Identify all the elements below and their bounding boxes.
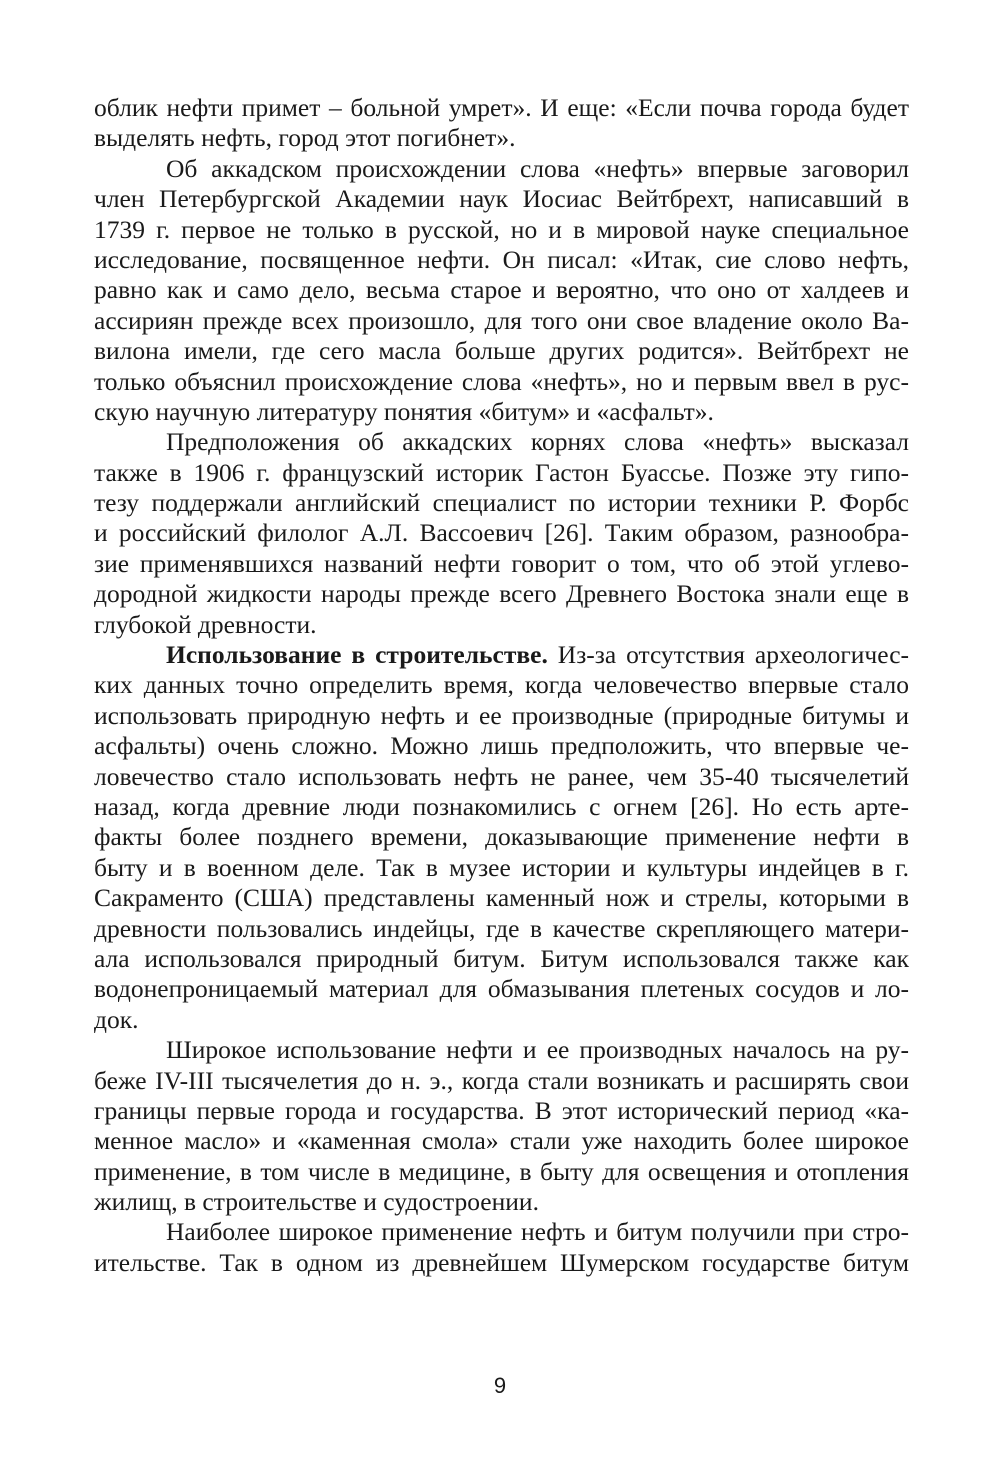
text-line: Предположения об аккадских корнях слова «нефть» высказал [166,427,909,457]
text-line: ала использовался природный битум. Битум использовался также как [94,943,909,973]
text-line: факты более позднего времени, доказывающие применение нефти в [94,822,909,852]
text-line [94,640,909,670]
paragraph-4 [94,640,909,1035]
paragraph-6 [94,1217,909,1278]
section-heading: Использование в строительстве. [166,640,548,670]
paragraph-2 [94,154,909,428]
text-line: использовать природную нефть и ее производные (природные битумы и [94,700,909,730]
text-line: границы первые города и государства. В этот исторический период «ка- [94,1095,909,1125]
paragraph-3 [94,427,909,640]
text-line: Наиболее широкое применение нефть и битум получили при стро- [166,1217,909,1247]
text-line: выделять нефть, город этот погибнет». [94,123,516,153]
text-line: глубокой древности. [94,609,317,639]
text-line: беже IV-III тысячелетия до н. э., когда стали возникать и расширять свои [94,1065,909,1095]
text-line: исследование, посвященное нефти. Он писал: «Итак, сие слово нефть, [94,244,909,274]
text-line: менное масло» и «каменная смола» стали уже находить более широкое [94,1126,909,1156]
text-line: и российский филолог А.Л. Вассоевич [26]. Таким образом, разнообра- [94,518,909,548]
text-line: облик нефти примет – больной умрет». И еще: «Если почва города будет [94,93,909,122]
text-line: член Петербургской Академии наук Иосиас Вейтбрехт, написавший в [94,184,909,214]
text-line: только объяснил происхождение слова «нефть», но и первым ввел в рус- [94,366,909,396]
text-line: тезу поддержали английский специалист по истории техники Р. Форбс [94,488,909,518]
text-line: 1739 г. первое не только в русской, но и в мировой науке специальное [94,214,909,244]
text-line: равно как и само дело, весьма старое и вероятно, что оно от халдеев и [94,275,909,305]
text-line: быту и в военном деле. Так в музее истории и культуры индейцев в г. [94,852,909,882]
text-line: водонепроницаемый материал для обмазывания плетеных сосудов и ло- [94,974,909,1004]
text-line: асфальты) очень сложно. Можно лишь предположить, что впервые че- [94,731,909,761]
text-line: док. [94,1004,139,1034]
page-body [94,93,909,1278]
text-line: вилона имели, где сего масла больше других родится». Вейтбрехт не [94,336,909,366]
paragraph-1 [94,93,909,154]
text-line: ких данных точно определить время, когда человечество впервые стало [94,670,909,700]
text-line: ительстве. Так в одном из древнейшем Шумерском государстве битум [94,1247,909,1277]
page-number: 9 [493,1373,507,1398]
text-line: древности пользовались индейцы, где в качестве скрепляющего матери- [94,913,909,943]
text-line: ассириян прежде всех произошло, для того они свое владение около Ва- [94,305,909,335]
text-line: ловечество стало использовать нефть не ранее, чем 35-40 тысячелетий [94,761,909,791]
text-line: скую научную литературу понятия «битум» и «асфальт». [94,396,714,426]
text-line: Об аккадском происхождении слова «нефть» впервые заговорил [166,153,909,183]
text-line: применение, в том числе в медицине, в быту для освещения и отопления [94,1156,909,1186]
text-run: Из-за отсутствия археологичес- [557,640,910,670]
text-line: Сакраменто (США) представлены каменный нож и стрелы, которыми в [94,883,909,913]
text-line: Широкое использование нефти и ее производных началось на ру- [166,1035,909,1065]
text-line: также в 1906 г. французский историк Гастон Буассье. Позже эту гипо- [94,457,909,487]
text-line: дородной жидкости народы прежде всего Древнего Востока знали еще в [94,579,909,609]
paragraph-5 [94,1035,909,1217]
text-line: назад, когда древние люди познакомились с огнем [26]. Но есть арте- [94,791,909,821]
text-line: жилищ, в строительстве и судостроении. [94,1187,539,1217]
text-line: зие применявшихся названий нефти говорит о том, что об этой углево- [94,548,909,578]
